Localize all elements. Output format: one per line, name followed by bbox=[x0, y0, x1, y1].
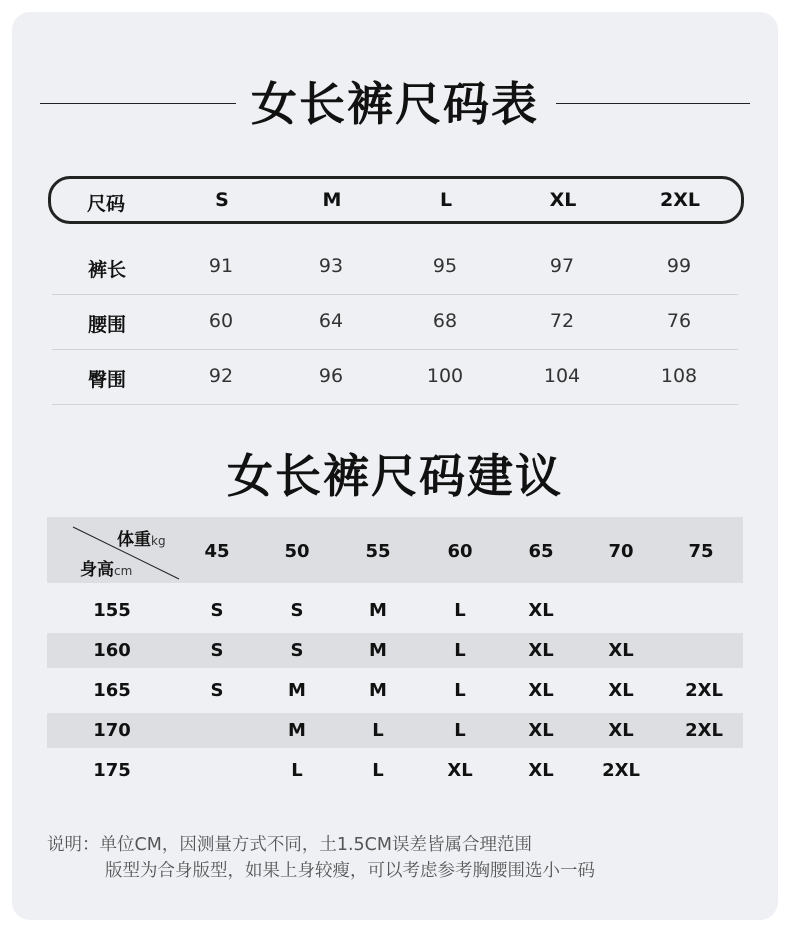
size-cell: XL bbox=[608, 680, 634, 701]
header-size-xl: XL bbox=[549, 189, 577, 211]
size-cell: 2XL bbox=[685, 720, 723, 741]
size-cell: M bbox=[288, 680, 306, 701]
table-cell: 108 bbox=[660, 365, 698, 387]
table-cell: 95 bbox=[432, 255, 458, 277]
size-cell: M bbox=[369, 640, 387, 661]
table-row bbox=[47, 633, 743, 668]
table-cell: 91 bbox=[208, 255, 234, 277]
size-cell: XL bbox=[528, 680, 554, 701]
height-cell: 175 bbox=[93, 760, 131, 781]
size-cell: 2XL bbox=[685, 680, 723, 701]
table-cell: 76 bbox=[666, 310, 692, 332]
size-cell: L bbox=[372, 760, 384, 781]
size-cell: XL bbox=[528, 600, 554, 621]
row-label-hip: 臀围 bbox=[87, 369, 126, 391]
table-row bbox=[52, 240, 738, 295]
size-cell: XL bbox=[608, 640, 634, 661]
table-row bbox=[47, 593, 743, 628]
weight-col: 45 bbox=[204, 541, 230, 562]
size-table-header bbox=[48, 176, 744, 224]
header-size-m: M bbox=[322, 189, 342, 211]
size-cell: M bbox=[288, 720, 306, 741]
table-cell: 100 bbox=[426, 365, 464, 387]
header-size-s: S bbox=[215, 189, 229, 211]
size-cell: L bbox=[454, 640, 466, 661]
height-cell: 160 bbox=[93, 640, 131, 661]
size-cell: S bbox=[290, 640, 304, 661]
size-cell: M bbox=[369, 600, 387, 621]
weight-col: 60 bbox=[447, 541, 473, 562]
size-cell: XL bbox=[608, 720, 634, 741]
row-label-waist: 腰围 bbox=[87, 314, 126, 336]
table-row bbox=[52, 295, 738, 350]
row-label-length: 裤长 bbox=[87, 259, 126, 281]
weight-col: 65 bbox=[528, 541, 554, 562]
size-cell: 2XL bbox=[602, 760, 640, 781]
table-cell: 96 bbox=[318, 365, 344, 387]
size-cell: L bbox=[372, 720, 384, 741]
weight-header: 体重kg bbox=[117, 530, 166, 550]
header-size-l: L bbox=[439, 189, 453, 211]
table-row bbox=[47, 673, 743, 708]
weight-col: 55 bbox=[365, 541, 391, 562]
table-row bbox=[47, 753, 743, 788]
weight-col: 50 bbox=[284, 541, 310, 562]
table-cell: 92 bbox=[208, 365, 234, 387]
size-cell: L bbox=[291, 760, 303, 781]
weight-col: 70 bbox=[608, 541, 634, 562]
table-row bbox=[47, 713, 743, 748]
table-cell: 99 bbox=[666, 255, 692, 277]
table-row bbox=[52, 350, 738, 405]
suggestion-table-header bbox=[47, 517, 743, 583]
table-cell: 60 bbox=[208, 310, 234, 332]
height-header: 身高cm bbox=[80, 560, 133, 580]
size-cell: M bbox=[369, 680, 387, 701]
size-cell: XL bbox=[528, 720, 554, 741]
table-cell: 64 bbox=[318, 310, 344, 332]
table-cell: 104 bbox=[543, 365, 581, 387]
size-cell: S bbox=[210, 600, 224, 621]
size-cell: S bbox=[290, 600, 304, 621]
table-cell: 93 bbox=[318, 255, 344, 277]
size-cell: S bbox=[210, 680, 224, 701]
size-cell: L bbox=[454, 600, 466, 621]
height-cell: 170 bbox=[93, 720, 131, 741]
size-cell: XL bbox=[447, 760, 473, 781]
size-cell: XL bbox=[528, 640, 554, 661]
height-cell: 165 bbox=[93, 680, 131, 701]
size-cell: XL bbox=[528, 760, 554, 781]
note-line-1: 说明：单位CM，因测量方式不同，土1.5CM误差皆属合理范围 bbox=[47, 835, 532, 855]
weight-col: 75 bbox=[688, 541, 714, 562]
size-cell: L bbox=[454, 720, 466, 741]
size-cell: L bbox=[454, 680, 466, 701]
size-cell: S bbox=[210, 640, 224, 661]
size-chart-title: 女长裤尺码表 bbox=[251, 77, 539, 131]
height-cell: 155 bbox=[93, 600, 131, 621]
note-line-2: 版型为合身版型，如果上身较瘦，可以考虑参考胸腰围选小一码 bbox=[105, 861, 595, 881]
header-size-label: 尺码 bbox=[86, 193, 125, 215]
table-cell: 97 bbox=[549, 255, 575, 277]
table-cell: 72 bbox=[549, 310, 575, 332]
table-cell: 68 bbox=[432, 310, 458, 332]
header-size-2xl: 2XL bbox=[660, 189, 700, 211]
size-suggestion-title: 女长裤尺码建议 bbox=[227, 449, 563, 503]
